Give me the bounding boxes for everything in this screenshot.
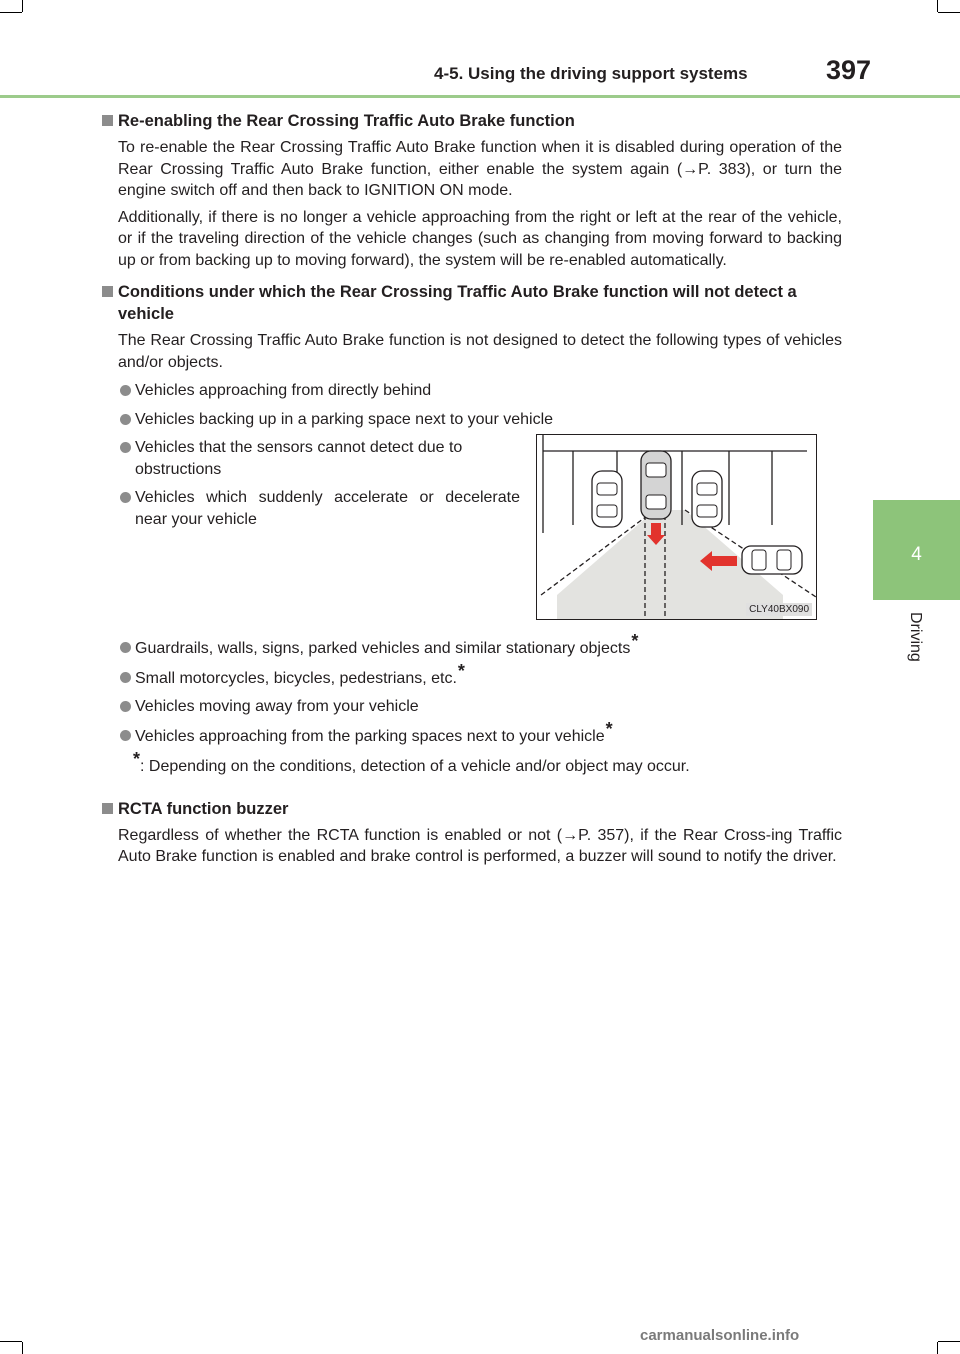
section-heading [102, 798, 842, 820]
watermark: carmanualsonline.info [640, 1327, 800, 1344]
parking-lot-illustration [536, 434, 817, 620]
list-item: Vehicles moving away from your vehicle [118, 696, 842, 718]
page-number: 397 [826, 55, 872, 85]
section-buzzer [118, 798, 842, 868]
paragraph: To re-enable the Rear Crossing Traffic Auto Brake function when it is disabled during operation of the Rear Crossing Traffic Auto Brake function, either enable the system again (→P. 383), or turn the engine switch off and then back to IGNITION ON mode. [118, 139, 842, 199]
list-item: Vehicles that the sensors cannot detect due to obstructions [118, 437, 520, 480]
list-item: Vehicles backing up in a parking space next to your vehicle [118, 409, 842, 431]
footnote-asterisk: * [133, 749, 141, 769]
crop-mark [0, 12, 22, 13]
section-reenable [118, 110, 842, 271]
asterisk: * [457, 660, 465, 681]
section-heading-text: Conditions under which the Rear Crossing Traffic Auto Brake function will not detect a vehicle [118, 283, 797, 323]
parking-diagram-svg [537, 435, 816, 619]
square-bullet-icon [102, 803, 113, 814]
list-item: Vehicles approaching from the parking spaces next to your vehicle* [118, 725, 842, 748]
list-item: Small motorcycles, bicycles, pedestrians, etc.* [118, 667, 842, 690]
round-bullet-icon [120, 414, 131, 425]
round-bullet-icon [120, 492, 131, 503]
square-bullet-icon [102, 115, 113, 126]
crop-mark [938, 12, 960, 13]
round-bullet-icon [120, 442, 131, 453]
asterisk: * [631, 631, 639, 651]
list-item: Vehicles which suddenly accelerate or decelerate near your vehicle [118, 487, 520, 530]
figure-side-bullets [118, 430, 520, 530]
footnote-text: : Depending on the conditions, detection of a vehicle and/or object may occur. [140, 758, 690, 775]
asterisk: * [605, 718, 613, 739]
header-rule [0, 95, 960, 98]
bullets-with-figure [118, 430, 842, 630]
paragraph: Regardless of whether the RCTA function is enabled or not (→P. 357), if the Rear Cross-ing Traffic Auto Brake function is enabled and brake control is performed, a buzzer will sound to notify the driver. [118, 826, 842, 865]
header-section-title: 4-5. Using the driving support systems [434, 64, 748, 83]
chapter-tab: 4 [873, 500, 960, 600]
list-item: Guardrails, walls, signs, parked vehicles and similar stationary objects* [118, 637, 842, 660]
chapter-label: Driving [907, 612, 924, 662]
figure-code: CLY40BX090 [746, 603, 812, 616]
round-bullet-icon [120, 385, 131, 396]
section-heading-text: RCTA function buzzer [118, 799, 289, 818]
round-bullet-icon [120, 701, 131, 712]
section-heading-text: Re-enabling the Rear Crossing Traffic Auto Brake function [118, 112, 575, 130]
section-conditions [118, 281, 842, 778]
crop-mark [937, 1342, 938, 1354]
square-bullet-icon [102, 286, 113, 297]
crop-mark [22, 1342, 23, 1354]
paragraph: The Rear Crossing Traffic Auto Brake function is not designed to detect the following types of vehicles and/or objects. [118, 332, 842, 371]
page-content [118, 110, 842, 878]
section-heading [102, 110, 842, 132]
list-item: Vehicles approaching from directly behind [118, 380, 842, 402]
section-heading [102, 281, 842, 325]
paragraph: Additionally, if there is no longer a vehicle approaching from the right or left at the rear of the vehicle, or if the traveling direction of the vehicle changes (such as changing from moving forward to backing up or from backing up to moving forward), the system will be re-enabled automatically. [118, 208, 842, 269]
crop-mark [0, 1341, 22, 1342]
round-bullet-icon [120, 642, 131, 653]
crop-mark [22, 0, 23, 12]
round-bullet-icon [120, 672, 131, 683]
round-bullet-icon [120, 730, 131, 741]
crop-mark [937, 0, 938, 12]
crop-mark [938, 1341, 960, 1342]
footnote [132, 749, 842, 778]
